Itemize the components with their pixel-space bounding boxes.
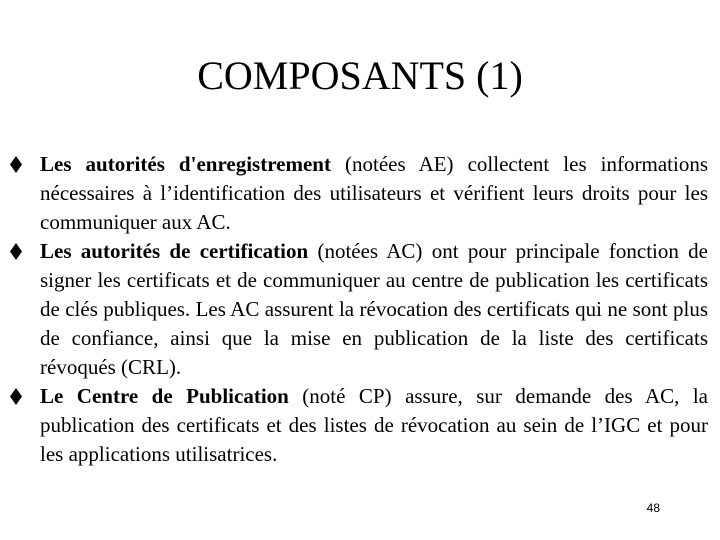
bullet-text: (notées AC) ont pour principale fonction de signer les certificats et de communiquer au centre de publication les certificats de clés publiques. Les AC assurent la révocation des certificats qui ne sont plus de confiance, ainsi que la mise en publication de la liste des certificats révoqués (CRL). [40, 239, 708, 379]
diamond-bullet-icon [10, 156, 22, 173]
bullet-text: (noté CP) assure, sur demande des AC, la publication des certificats et des listes de révocation au sein de l’IGC et pour les applications utilisatrices. [40, 384, 709, 466]
page-number: 48 [646, 501, 660, 515]
bullet-list [10, 150, 708, 469]
diamond-bullet-icon [10, 388, 22, 405]
bullet-item [10, 150, 708, 237]
bullet-term: Le Centre de Publication [40, 384, 289, 408]
bullet-item [10, 237, 708, 382]
bullet-item [10, 382, 708, 469]
slide-title: COMPOSANTS (1) [197, 53, 523, 98]
diamond-bullet-icon [10, 243, 22, 260]
bullet-term: Les autorités d'enregistrement [40, 152, 331, 176]
bullet-text: (notées AE) collectent les informations nécessaires à l’identification des utilisateurs et vérifient leurs droits pour les communiquer aux AC. [40, 152, 708, 234]
bullet-term: Les autorités de certification [40, 239, 309, 263]
